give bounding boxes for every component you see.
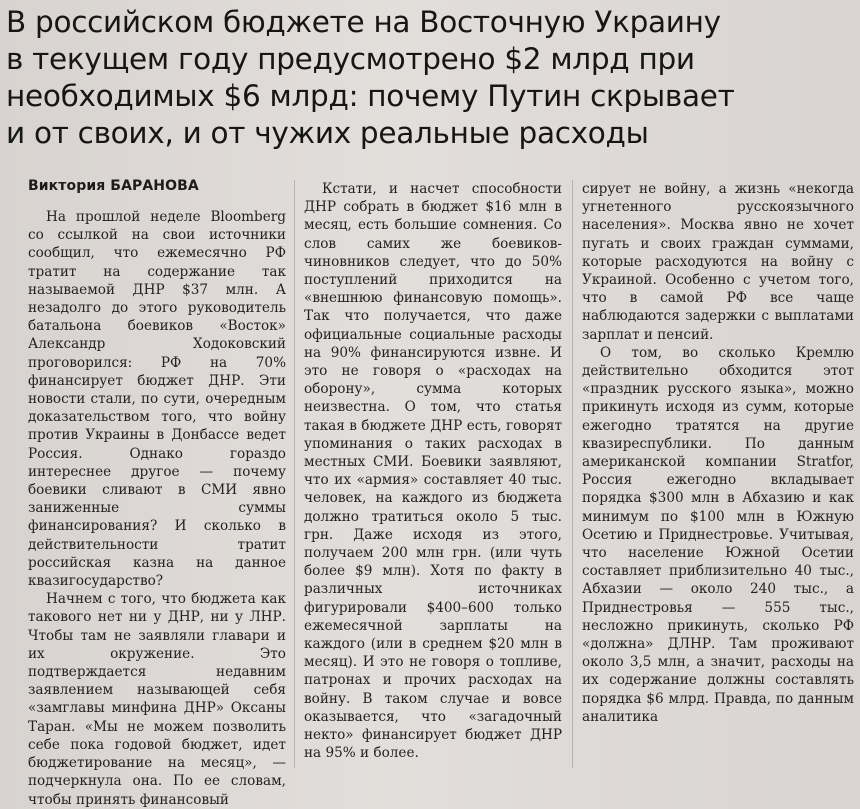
headline-line: необходимых $6 млрд: почему Путин скрывает	[6, 79, 735, 113]
column-divider	[294, 180, 295, 768]
headline-line: В российском бюджете на Восточную Украину	[6, 5, 721, 39]
headline-line: и от своих, и от чужих реальные расходы	[6, 116, 649, 150]
paragraph: О том, во сколько Кремлю действительно обходится этот «праздник русского языка», можно прикинуть исходя из сумм, которые ежегодно тратятся на другие квазиреспублики. По данным американской компании Stratfor, Россия ежегодно вкладывает порядка $300 млн в Абхазию и как минимум по $100 млн в Южную Осетию и Приднестровье. Учитывая, что население Южной Осетии составляет приблизительно 40 тыс., Абхазии — около 240 тыс., а Приднестровья — 555 тыс., несложно прикинуть, сколько РФ «должна» ДЛНР. Там проживают около 3,5 млн, а значит, расходы на их содержание должны составлять порядка $6 млрд. Правда, по данным аналитика	[582, 344, 854, 725]
author-byline: Виктория БАРАНОВА	[28, 178, 199, 194]
article-column-3	[582, 180, 854, 768]
paragraph: Кстати, и насчет способности ДНР собрать в бюджет $16 млн в месяц, есть большие сомнения. Со слов самих же боевиков-чиновников следует, что до 50% поступлений приходится на «внешнюю финансовую помощь». Так что получается, что даже официальные социальные расходы на 90% финансируются извне. И это не говоря о «расходах на оборону», сумма которых неизвестна. О том, что статья такая в бюджете ДНР есть, говорят упоминания о таких расходах в местных СМИ. Боевики заявляют, что их «армия» составляет 40 тыс. человек, на каждого из бюджета должно тратиться около 5 тыс. грн. Даже исходя из этого, получаем 200 млн грн. (или чуть более $9 млн). Хотя по факту в различных источниках фигурировали $400–600 только ежемесячной зарплаты на каждого (или в среднем $20 млн в месяц). И это не говоря о топливе, патронах и прочих расходах на войну. В таком случае и вовсе оказывается, что «загадочный некто» финансирует бюджет ДНР на 95% и более.	[304, 181, 562, 762]
headline-line: в текущем году предусмотрено $2 млрд при	[6, 42, 695, 76]
article-column-2	[304, 180, 562, 768]
article-column-1	[28, 208, 286, 808]
paragraph: Начнем с того, что бюджета как такового нет ни у ДНР, ни у ЛНР. Чтобы там не заявляли главари и их окружение. Это подтверждается недавним заявлением называющей себя «замглавы минфина ДНР» Оксаны Таран. «Мы не можем позволить себе пока годовой бюджет, идет бюджетирование на месяц», — подчеркнула она. По ее словам, чтобы принять финансовый	[28, 591, 286, 808]
paragraph: сирует не войну, а жизнь «некогда угнетенного русскоязычного населения». Москва явно не хочет пугать и своих граждан суммами, которые расходуются на войну с Украиной. Особенно с учетом того, что в самой РФ все чаще наблюдаются задержки с выплатами зарплат и пенсий.	[582, 181, 854, 343]
article-headline	[6, 4, 856, 152]
paragraph: На прошлой неделе Bloomberg со ссылкой на свои источники сообщил, что ежемесячно РФ тратит на содержание так называемой ДНР $37 млн. А незадолго до этого руководитель батальона боевиков «Восток» Александр Ходоковский проговорился: РФ на 70% финансирует бюджет ДНР. Эти новости стали, по сути, очередным доказательством того, что войну против Украины в Донбассе ведет Россия. Однако гораздо интереснее другое — почему боевики сливают в СМИ явно заниженные суммы финансирования? И сколько в действительности тратит российская казна на данное квазигосударство?	[28, 209, 286, 590]
column-divider	[572, 180, 573, 768]
